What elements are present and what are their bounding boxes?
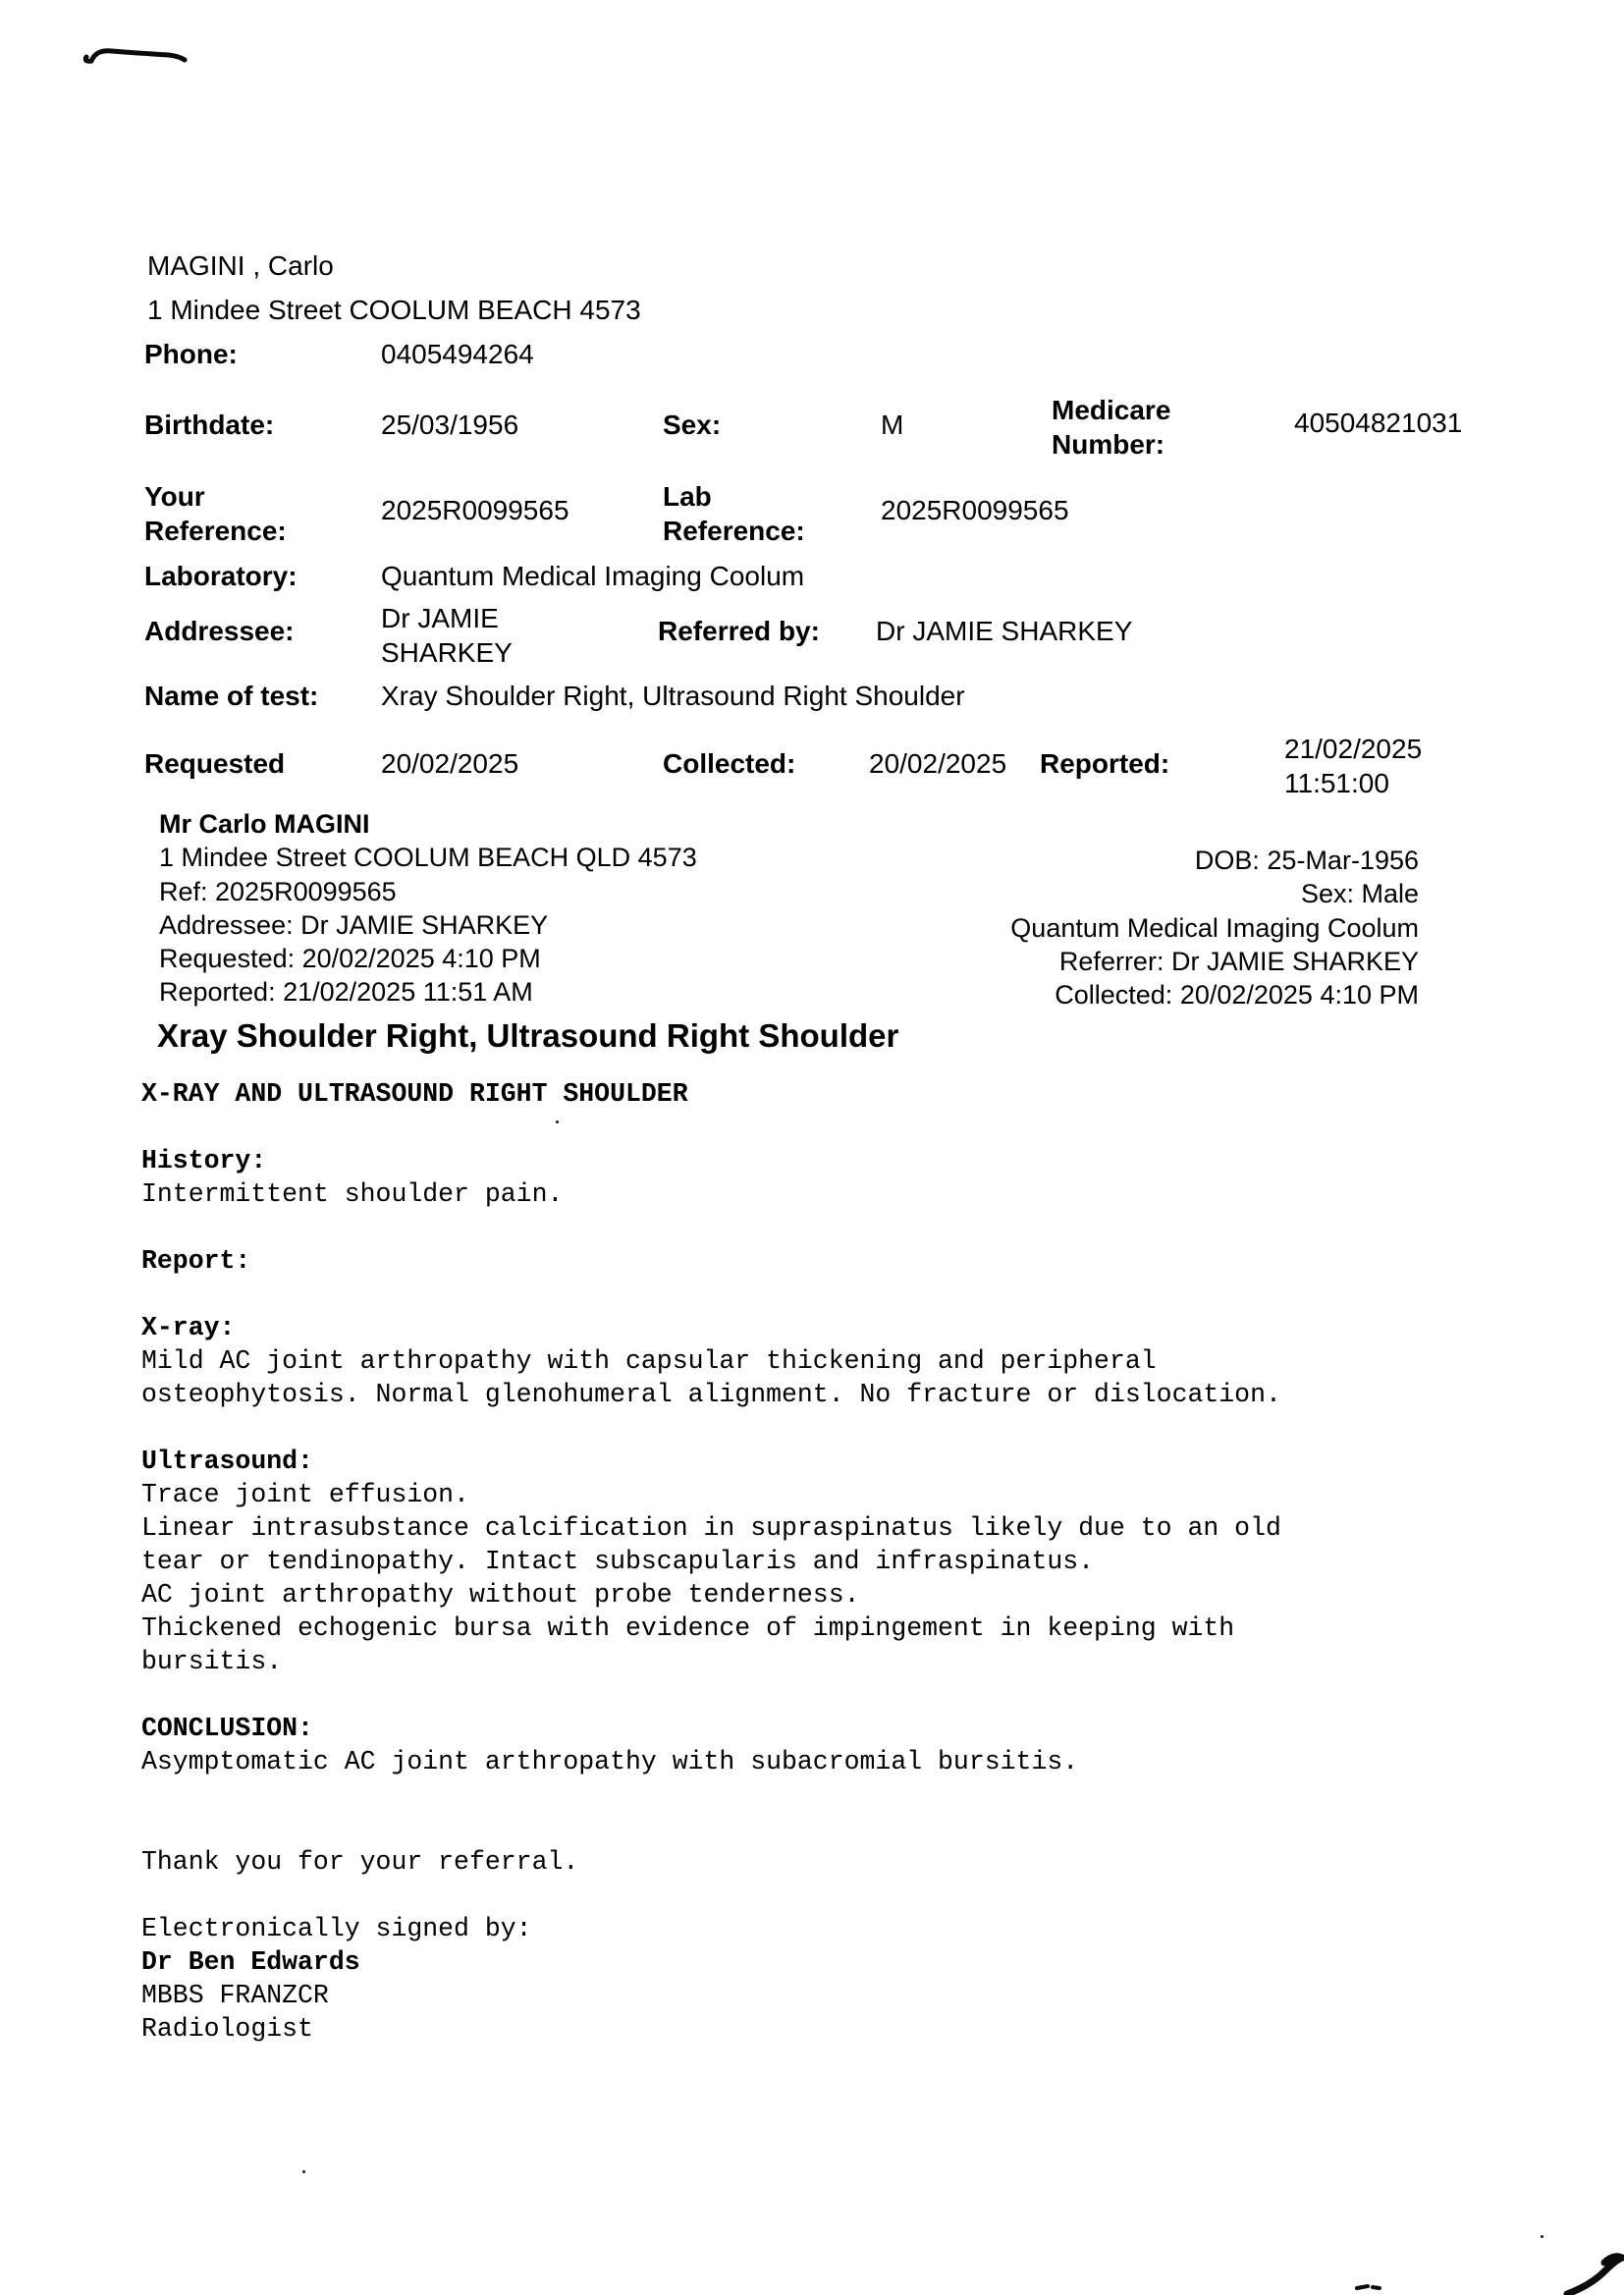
your-reference-value: 2025R0099565 — [381, 495, 569, 525]
reported-value: 21/02/2025 11:51:00 — [1284, 734, 1423, 798]
letter-collected: Collected: 20/02/2025 4:10 PM — [1055, 980, 1419, 1011]
your-reference-label: Your Reference: — [144, 481, 287, 546]
letter-patient-block — [159, 807, 697, 1010]
letter-reported: Reported: 21/02/2025 11:51 AM — [159, 977, 533, 1008]
collected-label: Collected: — [663, 748, 796, 779]
sex-value: M — [881, 410, 904, 440]
ultrasound-label: Ultrasound: — [141, 1447, 313, 1476]
blank-line — [141, 1812, 1281, 1845]
pen-squiggle-icon — [1567, 2257, 1622, 2294]
test-name-label: Name of test: — [144, 681, 319, 711]
xray-label: X-ray: — [141, 1313, 236, 1342]
lab-reference-value: 2025R0099565 — [881, 495, 1069, 525]
letter-addressee: Addressee: Dr JAMIE SHARKEY — [159, 909, 549, 940]
ultrasound-line: AC joint arthropathy without probe tenderness. — [141, 1580, 860, 1610]
conclusion-label: CONCLUSION: — [141, 1714, 313, 1743]
sex-label: Sex: — [663, 410, 722, 440]
letter-sex: Sex: Male — [1300, 879, 1419, 909]
ink-speck-icon — [1541, 2235, 1543, 2238]
letter-ref: Ref: 2025R0099565 — [159, 876, 397, 906]
laboratory-label: Laboratory: — [144, 561, 298, 591]
requested-value: 20/02/2025 — [381, 748, 519, 779]
conclusion-text: Asymptomatic AC joint arthropathy with subacromial bursitis. — [141, 1747, 1079, 1776]
addressee-value: Dr JAMIE SHARKEY — [381, 603, 513, 668]
xray-line: osteophytosis. Normal glenohumeral alignment. No fracture or dislocation. — [141, 1380, 1281, 1409]
pen-stroke-icon — [85, 51, 185, 61]
patient-address-line: 1 Mindee Street COOLUM BEACH 4573 — [147, 295, 641, 325]
letter-patient-address: 1 Mindee Street COOLUM BEACH QLD 4573 — [159, 843, 697, 873]
phone-label: Phone: — [144, 339, 238, 369]
blank-line — [141, 1411, 1281, 1445]
phone-value: 0405494264 — [381, 339, 534, 369]
signatory-name: Dr Ben Edwards — [141, 1947, 360, 1977]
birthdate-value: 25/03/1956 — [381, 410, 519, 440]
report-heading: X-RAY AND ULTRASOUND RIGHT SHOULDER — [141, 1079, 688, 1109]
report-label: Report: — [141, 1246, 251, 1276]
ultrasound-line: Linear intrasubstance calcification in supraspinatus likely due to an old — [141, 1513, 1281, 1543]
study-title: Xray Shoulder Right, Ultrasound Right Shoulder — [157, 1017, 899, 1054]
lab-reference-label: Lab Reference: — [663, 481, 805, 546]
medicare-label: Medicare Number: — [1052, 395, 1171, 460]
requested-label: Requested — [144, 748, 286, 779]
signatory-role: Radiologist — [141, 2014, 313, 2044]
letter-meta-block — [1010, 844, 1419, 1011]
patient-name-line: MAGINI , Carlo — [147, 250, 334, 281]
ink-speck-icon — [1357, 2286, 1380, 2288]
letter-dob: DOB: 25-Mar-1956 — [1194, 846, 1419, 875]
ultrasound-line: tear or tendinopathy. Intact subscapularis and infraspinatus. — [141, 1547, 1095, 1576]
laboratory-value: Quantum Medical Imaging Coolum — [381, 561, 805, 591]
letter-practice: Quantum Medical Imaging Coolum — [1010, 912, 1419, 943]
thanks-text: Thank you for your referral. — [141, 1847, 579, 1877]
collected-value: 20/02/2025 — [869, 748, 1007, 779]
signed-label: Electronically signed by: — [141, 1914, 532, 1943]
blank-line — [141, 1211, 1281, 1244]
letter-patient-name: Mr Carlo MAGINI — [159, 809, 370, 839]
report-body — [141, 1077, 1281, 2046]
ultrasound-line: Thickened echogenic bursa with evidence of impingement in keeping with — [141, 1613, 1235, 1643]
ink-speck-icon — [302, 2170, 305, 2173]
history-label: History: — [141, 1146, 267, 1175]
test-name-value: Xray Shoulder Right, Ultrasound Right Shoulder — [381, 681, 965, 711]
referred-by-label: Referred by: — [658, 616, 820, 646]
letter-requested: Requested: 20/02/2025 4:10 PM — [159, 944, 541, 974]
blank-line — [141, 1879, 1281, 1912]
blank-line — [141, 1278, 1281, 1311]
reported-label: Reported: — [1040, 748, 1170, 779]
ultrasound-line: bursitis. — [141, 1647, 283, 1676]
xray-line: Mild AC joint arthropathy with capsular thickening and peripheral — [141, 1346, 1157, 1376]
addressee-label: Addressee: — [144, 616, 295, 646]
referred-by-value: Dr JAMIE SHARKEY — [876, 616, 1133, 646]
signatory-qualifications: MBBS FRANZCR — [141, 1981, 329, 2010]
birthdate-label: Birthdate: — [144, 410, 275, 440]
letter-referrer: Referrer: Dr JAMIE SHARKEY — [1058, 946, 1419, 976]
blank-line — [141, 1111, 1281, 1144]
blank-line — [141, 1678, 1281, 1712]
history-text: Intermittent shoulder pain. — [141, 1179, 564, 1209]
medicare-value: 40504821031 — [1294, 408, 1463, 438]
blank-line — [141, 1778, 1281, 1812]
ultrasound-line: Trace joint effusion. — [141, 1480, 469, 1509]
